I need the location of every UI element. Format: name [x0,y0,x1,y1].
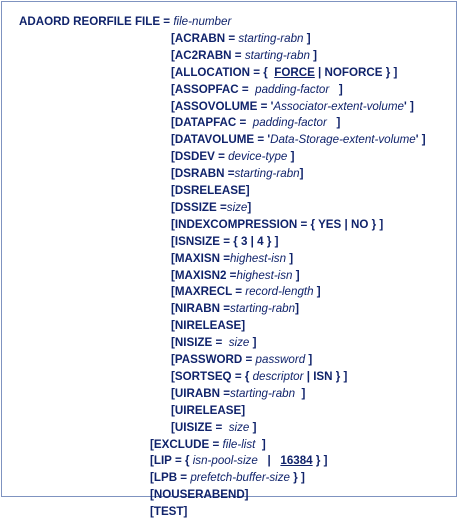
option-allocation: [ALLOCATION = { FORCE | NOFORCE } ] [171,65,398,79]
syntax-diagram [2,2,456,519]
option-nisize: [NISIZE = size ] [171,336,257,350]
option-maxrecl: [MAXRECL = record-length ] [171,285,321,299]
syntax-frame [1,1,457,519]
option-assopfac: [ASSOPFAC = padding-factor ] [171,82,343,96]
option-password: [PASSWORD = password ] [171,353,313,366]
option-ac2rabn: [AC2RABN = starting-rabn ] [171,48,318,62]
option-datavolume: [DATAVOLUME = 'Data-Storage-extent-volume' ] [171,133,426,147]
command-line: ADAORD REORFILE FILE = file-number [19,15,232,28]
option-dsrabn: [DSRABN =starting-rabn] [171,167,304,181]
option-dsrelease: [DSRELEASE] [171,184,250,197]
option-isnsize: [ISNSIZE = { 3 | 4 } ] [171,234,279,248]
command-keyword: ADAORD REORFILE FILE [19,15,161,28]
option-test: [TEST] [150,505,188,519]
option-dsdev: [DSDEV = device-type ] [171,150,295,164]
option-uisize: [UISIZE = size ] [171,420,257,434]
default-force: FORCE [274,65,315,79]
option-uirabn: [UIRABN =starting-rabn ] [171,386,306,400]
option-uirelease: [UIRELEASE] [171,403,246,417]
option-exclude: [EXCLUDE = file-list ] [150,437,266,451]
option-lpb: [LPB = prefetch-buffer-size } ] [150,471,305,485]
option-lip: [LIP = { isn-pool-size | 16384 } ] [150,454,328,468]
default-16384: 16384 [280,454,313,468]
option-nirabn: [NIRABN =starting-rabn] [171,302,299,316]
option-assovolume: [ASSOVOLUME = 'Associator-extent-volume' ] [171,99,414,113]
option-indexcompression: [INDEXCOMPRESSION = { YES | NO } ] [171,217,384,231]
option-acrabn: [ACRABN = starting-rabn ] [171,31,311,45]
option-datapfac: [DATAPFAC = padding-factor ] [171,116,341,130]
option-maxisn2: [MAXISN2 =highest-isn ] [171,268,300,282]
option-sortseq: [SORTSEQ = { descriptor | ISN } ] [171,369,348,383]
option-dssize: [DSSIZE =size] [171,200,252,214]
option-maxisn: [MAXISN =highest-isn ] [171,251,294,265]
command-param: file-number [173,15,232,28]
option-nouserabend: [NOUSERABEND] [150,488,249,502]
option-nirelease: [NIRELEASE] [171,319,246,333]
